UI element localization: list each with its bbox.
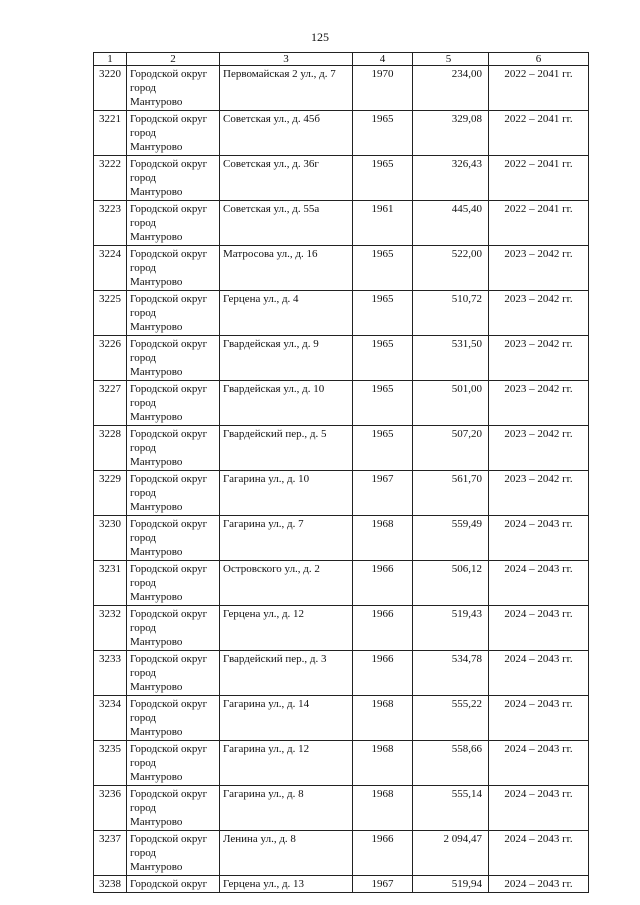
table-row xyxy=(94,606,589,651)
year-built-cell: 1967 xyxy=(353,876,413,893)
year-built-cell: 1968 xyxy=(353,516,413,561)
municipality-cell: Городской округ xyxy=(127,876,220,893)
municipality-cell: Городской округ город Мантурово xyxy=(127,651,220,696)
column-header-3: 3 xyxy=(220,53,353,66)
repair-period-cell: 2023 – 2042 гг. xyxy=(489,291,589,336)
area-cell: 534,78 xyxy=(413,651,489,696)
repair-period-cell: 2024 – 2043 гг. xyxy=(489,786,589,831)
address-cell: Ленина ул., д. 8 xyxy=(220,831,353,876)
year-built-cell: 1965 xyxy=(353,381,413,426)
address-cell: Гвардейский пер., д. 3 xyxy=(220,651,353,696)
municipality-cell: Городской округ город Мантурово xyxy=(127,381,220,426)
year-built-cell: 1965 xyxy=(353,111,413,156)
table-row xyxy=(94,426,589,471)
row-number-cell: 3235 xyxy=(94,741,127,786)
year-built-cell: 1965 xyxy=(353,336,413,381)
repair-period-cell: 2023 – 2042 гг. xyxy=(489,426,589,471)
municipality-cell: Городской округ город Мантурово xyxy=(127,696,220,741)
column-header-1: 1 xyxy=(94,53,127,66)
area-cell: 2 094,47 xyxy=(413,831,489,876)
area-cell: 559,49 xyxy=(413,516,489,561)
address-cell: Герцена ул., д. 13 xyxy=(220,876,353,893)
repair-period-cell: 2024 – 2043 гг. xyxy=(489,516,589,561)
row-number-cell: 3220 xyxy=(94,66,127,111)
table-row xyxy=(94,201,589,246)
municipality-cell: Городской округ город Мантурово xyxy=(127,471,220,516)
repair-period-cell: 2022 – 2041 гг. xyxy=(489,66,589,111)
address-cell: Герцена ул., д. 12 xyxy=(220,606,353,651)
table-row xyxy=(94,111,589,156)
row-number-cell: 3222 xyxy=(94,156,127,201)
table-row xyxy=(94,336,589,381)
year-built-cell: 1961 xyxy=(353,201,413,246)
row-number-cell: 3230 xyxy=(94,516,127,561)
table-row xyxy=(94,291,589,336)
municipality-cell: Городской округ город Мантурово xyxy=(127,786,220,831)
area-cell: 531,50 xyxy=(413,336,489,381)
address-cell: Гвардейская ул., д. 10 xyxy=(220,381,353,426)
repair-period-cell: 2024 – 2043 гг. xyxy=(489,561,589,606)
table-row xyxy=(94,471,589,516)
row-number-cell: 3228 xyxy=(94,426,127,471)
repair-period-cell: 2024 – 2043 гг. xyxy=(489,831,589,876)
area-cell: 510,72 xyxy=(413,291,489,336)
table-body xyxy=(94,66,589,893)
table-row xyxy=(94,786,589,831)
row-number-cell: 3223 xyxy=(94,201,127,246)
table-row xyxy=(94,381,589,426)
row-number-cell: 3225 xyxy=(94,291,127,336)
address-cell: Советская ул., д. 55а xyxy=(220,201,353,246)
table-row xyxy=(94,651,589,696)
row-number-cell: 3236 xyxy=(94,786,127,831)
area-cell: 561,70 xyxy=(413,471,489,516)
municipality-cell: Городской округ город Мантурово xyxy=(127,246,220,291)
municipality-cell: Городской округ город Мантурово xyxy=(127,606,220,651)
address-cell: Советская ул., д. 36г xyxy=(220,156,353,201)
housing-registry-table xyxy=(93,52,589,893)
municipality-cell: Городской округ город Мантурово xyxy=(127,561,220,606)
area-cell: 555,14 xyxy=(413,786,489,831)
repair-period-cell: 2024 – 2043 гг. xyxy=(489,651,589,696)
area-cell: 558,66 xyxy=(413,741,489,786)
year-built-cell: 1965 xyxy=(353,156,413,201)
year-built-cell: 1970 xyxy=(353,66,413,111)
municipality-cell: Городской округ город Мантурово xyxy=(127,516,220,561)
year-built-cell: 1965 xyxy=(353,291,413,336)
column-header-6: 6 xyxy=(489,53,589,66)
row-number-cell: 3221 xyxy=(94,111,127,156)
year-built-cell: 1966 xyxy=(353,651,413,696)
table-row xyxy=(94,516,589,561)
area-cell: 501,00 xyxy=(413,381,489,426)
address-cell: Герцена ул., д. 4 xyxy=(220,291,353,336)
table-row xyxy=(94,876,589,893)
municipality-cell: Городской округ город Мантурово xyxy=(127,201,220,246)
municipality-cell: Городской округ город Мантурово xyxy=(127,291,220,336)
table-row xyxy=(94,831,589,876)
area-cell: 329,08 xyxy=(413,111,489,156)
row-number-cell: 3234 xyxy=(94,696,127,741)
municipality-cell: Городской округ город Мантурово xyxy=(127,111,220,156)
municipality-cell: Городской округ город Мантурово xyxy=(127,336,220,381)
year-built-cell: 1968 xyxy=(353,741,413,786)
address-cell: Матросова ул., д. 16 xyxy=(220,246,353,291)
table-row xyxy=(94,696,589,741)
row-number-cell: 3227 xyxy=(94,381,127,426)
address-cell: Гагарина ул., д. 12 xyxy=(220,741,353,786)
area-cell: 445,40 xyxy=(413,201,489,246)
repair-period-cell: 2023 – 2042 гг. xyxy=(489,336,589,381)
row-number-cell: 3238 xyxy=(94,876,127,893)
address-cell: Гагарина ул., д. 10 xyxy=(220,471,353,516)
year-built-cell: 1966 xyxy=(353,606,413,651)
row-number-cell: 3229 xyxy=(94,471,127,516)
address-cell: Советская ул., д. 45б xyxy=(220,111,353,156)
column-header-4: 4 xyxy=(353,53,413,66)
municipality-cell: Городской округ город Мантурово xyxy=(127,426,220,471)
table-header xyxy=(94,53,589,66)
repair-period-cell: 2022 – 2041 гг. xyxy=(489,111,589,156)
address-cell: Островского ул., д. 2 xyxy=(220,561,353,606)
address-cell: Гагарина ул., д. 14 xyxy=(220,696,353,741)
repair-period-cell: 2024 – 2043 гг. xyxy=(489,741,589,786)
page-number: 125 xyxy=(311,30,329,44)
address-cell: Гагарина ул., д. 7 xyxy=(220,516,353,561)
area-cell: 555,22 xyxy=(413,696,489,741)
municipality-cell: Городской округ город Мантурово xyxy=(127,831,220,876)
row-number-cell: 3224 xyxy=(94,246,127,291)
table-row xyxy=(94,741,589,786)
year-built-cell: 1966 xyxy=(353,831,413,876)
year-built-cell: 1965 xyxy=(353,246,413,291)
municipality-cell: Городской округ город Мантурово xyxy=(127,66,220,111)
table-row xyxy=(94,561,589,606)
table-row xyxy=(94,246,589,291)
table-row xyxy=(94,156,589,201)
header-row xyxy=(94,53,589,66)
table-row xyxy=(94,66,589,111)
row-number-cell: 3232 xyxy=(94,606,127,651)
municipality-cell: Городской округ город Мантурово xyxy=(127,156,220,201)
column-header-5: 5 xyxy=(413,53,489,66)
repair-period-cell: 2023 – 2042 гг. xyxy=(489,246,589,291)
area-cell: 519,43 xyxy=(413,606,489,651)
row-number-cell: 3233 xyxy=(94,651,127,696)
address-cell: Гвардейская ул., д. 9 xyxy=(220,336,353,381)
municipality-cell: Городской округ город Мантурово xyxy=(127,741,220,786)
repair-period-cell: 2024 – 2043 гг. xyxy=(489,696,589,741)
row-number-cell: 3231 xyxy=(94,561,127,606)
year-built-cell: 1968 xyxy=(353,696,413,741)
year-built-cell: 1965 xyxy=(353,426,413,471)
year-built-cell: 1967 xyxy=(353,471,413,516)
address-cell: Гагарина ул., д. 8 xyxy=(220,786,353,831)
repair-period-cell: 2022 – 2041 гг. xyxy=(489,201,589,246)
repair-period-cell: 2023 – 2042 гг. xyxy=(489,381,589,426)
row-number-cell: 3237 xyxy=(94,831,127,876)
column-header-2: 2 xyxy=(127,53,220,66)
year-built-cell: 1966 xyxy=(353,561,413,606)
row-number-cell: 3226 xyxy=(94,336,127,381)
address-cell: Первомайская 2 ул., д. 7 xyxy=(220,66,353,111)
year-built-cell: 1968 xyxy=(353,786,413,831)
area-cell: 506,12 xyxy=(413,561,489,606)
repair-period-cell: 2022 – 2041 гг. xyxy=(489,156,589,201)
area-cell: 522,00 xyxy=(413,246,489,291)
repair-period-cell: 2024 – 2043 гг. xyxy=(489,876,589,893)
area-cell: 519,94 xyxy=(413,876,489,893)
area-cell: 234,00 xyxy=(413,66,489,111)
repair-period-cell: 2024 – 2043 гг. xyxy=(489,606,589,651)
repair-period-cell: 2023 – 2042 гг. xyxy=(489,471,589,516)
address-cell: Гвардейский пер., д. 5 xyxy=(220,426,353,471)
area-cell: 507,20 xyxy=(413,426,489,471)
area-cell: 326,43 xyxy=(413,156,489,201)
